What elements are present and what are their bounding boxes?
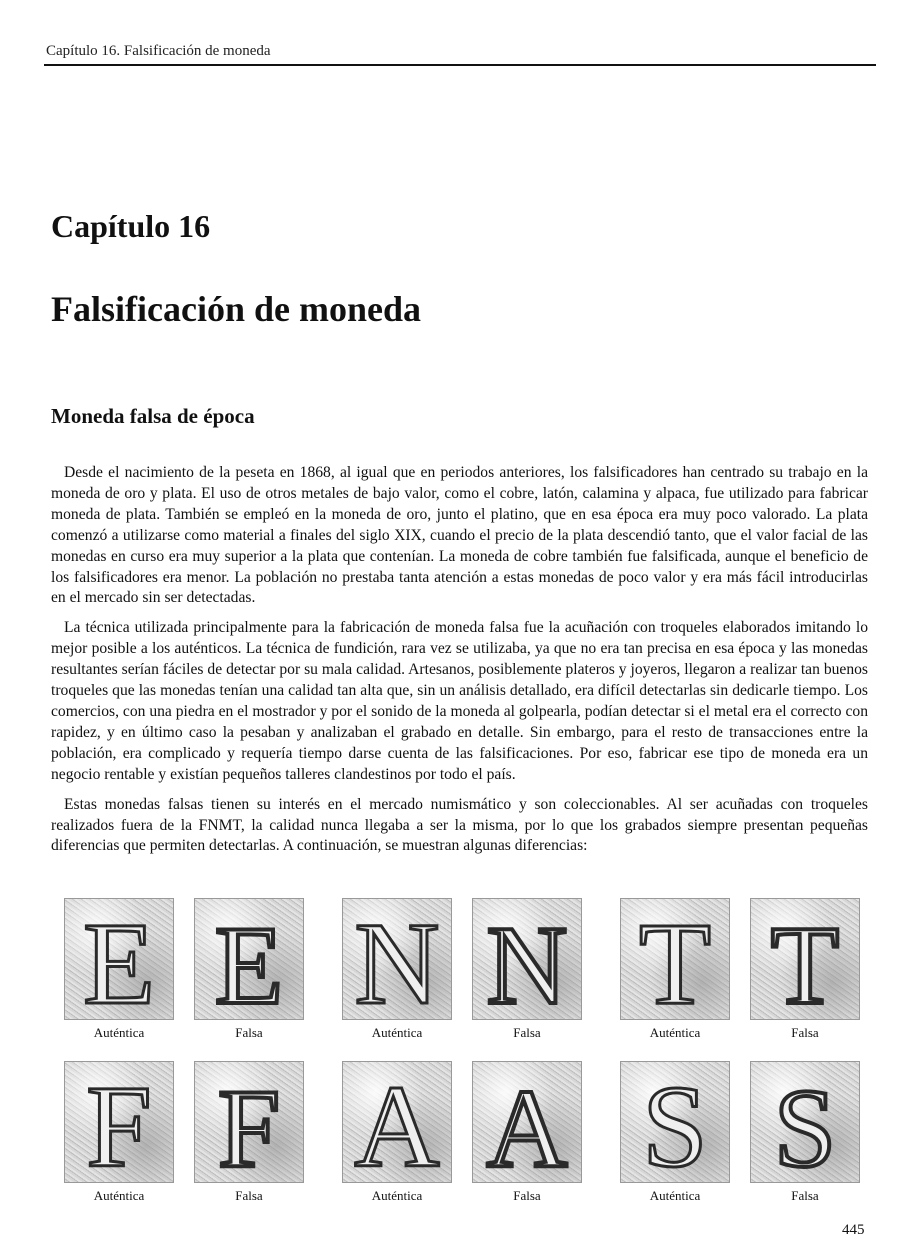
coin-letter-photo [472,898,582,1020]
engraved-letter-glyph: F [217,1067,281,1182]
coin-letter-photo [194,898,304,1020]
engraved-letter-glyph: T [638,899,712,1019]
coin-pair [64,898,304,1041]
coin-figure [342,1061,452,1204]
coin-caption: Auténtica [371,1025,423,1040]
coin-pair [342,898,582,1041]
section-heading: Moneda falsa de época [51,404,255,428]
engraved-letter [65,899,173,1019]
engraved-letter-glyph: A [354,1062,440,1182]
coin-figure [194,898,304,1041]
coin-pair [620,1061,860,1204]
engraved-letter-glyph: S [773,1067,837,1182]
coin-figure [750,1061,860,1204]
engraved-letter [195,1062,303,1182]
coin-figure [472,1061,582,1204]
engraved-letter [343,1062,451,1182]
engraved-letter [473,1062,581,1182]
coin-letter-photo [64,898,174,1020]
body-text [51,463,868,866]
engraved-letter [473,899,581,1019]
coin-figure [64,898,174,1041]
coin-caption: Auténtica [93,1188,145,1203]
coin-caption: Falsa [513,1188,541,1203]
coin-caption: Auténtica [649,1025,701,1040]
coin-letter-photo [620,1061,730,1183]
coin-letter-photo [620,898,730,1020]
engraved-letter-glyph: T [770,904,840,1019]
paragraph: Estas monedas falsas tienen su interés en el mercado numismático y son coleccionables. Al ser acuñadas con troqueles realizados fuera de la FNMT, la calidad nunca llegaba a ser la misma, por lo que los grabados siempre presentan pequeñas diferencias que permiten detectarlas. A continuación, se muestran algunas diferencias: [51,795,868,855]
coin-caption: Falsa [235,1188,263,1203]
page-number: 445 [842,1222,865,1238]
coin-caption: Falsa [791,1025,819,1040]
coin-figure [472,898,582,1041]
engraved-letter-glyph: F [86,1062,152,1182]
coin-letter-photo [64,1061,174,1183]
engraved-letter [621,899,729,1019]
chapter-title: Falsificación de moneda [51,289,421,329]
engraved-letter [621,1062,729,1182]
engraved-letter-glyph: N [354,899,440,1019]
coin-letter-photo [342,1061,452,1183]
coin-figure [194,1061,304,1204]
coin-letter-photo [750,1061,860,1183]
coin-figure [620,1061,730,1204]
coin-pair [342,1061,582,1204]
engraved-letter [751,899,859,1019]
coin-letter-photo [194,1061,304,1183]
coin-letter-photo [750,898,860,1020]
coin-caption: Falsa [513,1025,541,1040]
coin-caption: Auténtica [371,1188,423,1203]
coin-caption: Falsa [791,1188,819,1203]
coin-caption: Falsa [235,1025,263,1040]
engraved-letter-glyph: E [214,904,284,1019]
engraved-letter-glyph: A [486,1067,568,1182]
engraved-letter [343,899,451,1019]
engraved-letter-glyph: S [642,1062,708,1182]
running-head: Capítulo 16. Falsificación de moneda [46,43,271,59]
engraved-letter [751,1062,859,1182]
coin-letter-photo [472,1061,582,1183]
coin-pair [620,898,860,1041]
header-rule [44,64,876,66]
coin-figure [342,898,452,1041]
chapter-label: Capítulo 16 [51,208,211,244]
engraved-letter [195,899,303,1019]
coin-comparison-figure [64,898,860,1224]
paragraph: Desde el nacimiento de la peseta en 1868, al igual que en periodos anteriores, los falsificadores han centrado su trabajo en la moneda de oro y plata. El uso de otros metales de bajo valor, como el cobre, latón, calamina y alpaca, fue utilizado para fabricar moneda de plata. También se empleó en la moneda de oro, junto el platino, que en esa época era muy poco valorado. La plata comenzó a utilizarse como material a finales del siglo XIX, cuando el precio de la plata descendió tanto, que el valor facial de las monedas en curso era muy superior a la plata que contenían. La moneda de cobre también fue falsificada, aunque el beneficio de los falsificadores era menor. La población no prestaba tanta atención a estas monedas de poco valor y era más fácil introducirlas en el mercado sin ser detectadas. [51,464,868,607]
coin-letter-photo [342,898,452,1020]
paragraph: La técnica utilizada principalmente para la fabricación de moneda falsa fue la acuñación con troqueles elaborados imitando lo mejor posible a los auténticos. La técnica de fundición, rara vez se utilizaba, ya que no era tan precisa en esa época y las monedas resultantes serían fáciles de detectar por su mala calidad. Artesanos, posiblemente plateros y joyeros, llegaron a realizar tan buenos troqueles que las monedas tenían una calidad tan alta que, sin un análisis detallado, era difícil detectarlas sin dedicarle tiempo. Los comercios, con una piedra en el mostrador y por el sonido de la moneda al golpearla, podían detectar si el metal era el correcto con rapidez, y en último caso la pesaban y analizaban el grabado en detalle. Sin embargo, para el resto de transacciones entre la población, era complicado y requería tiempo darse cuenta de las falsificaciones. Por eso, fabricar ese tipo de moneda era un negocio rentable y existían pequeños talleres clandestinos por todo el país. [51,619,868,783]
coin-caption: Auténtica [93,1025,145,1040]
coin-caption: Auténtica [649,1188,701,1203]
engraved-letter-glyph: E [82,899,156,1019]
coin-figure [64,1061,174,1204]
engraved-letter-glyph: N [486,904,568,1019]
coin-row [64,898,860,1041]
coin-row [64,1061,860,1204]
coin-pair [64,1061,304,1204]
coin-figure [750,898,860,1041]
coin-figure [620,898,730,1041]
engraved-letter [65,1062,173,1182]
